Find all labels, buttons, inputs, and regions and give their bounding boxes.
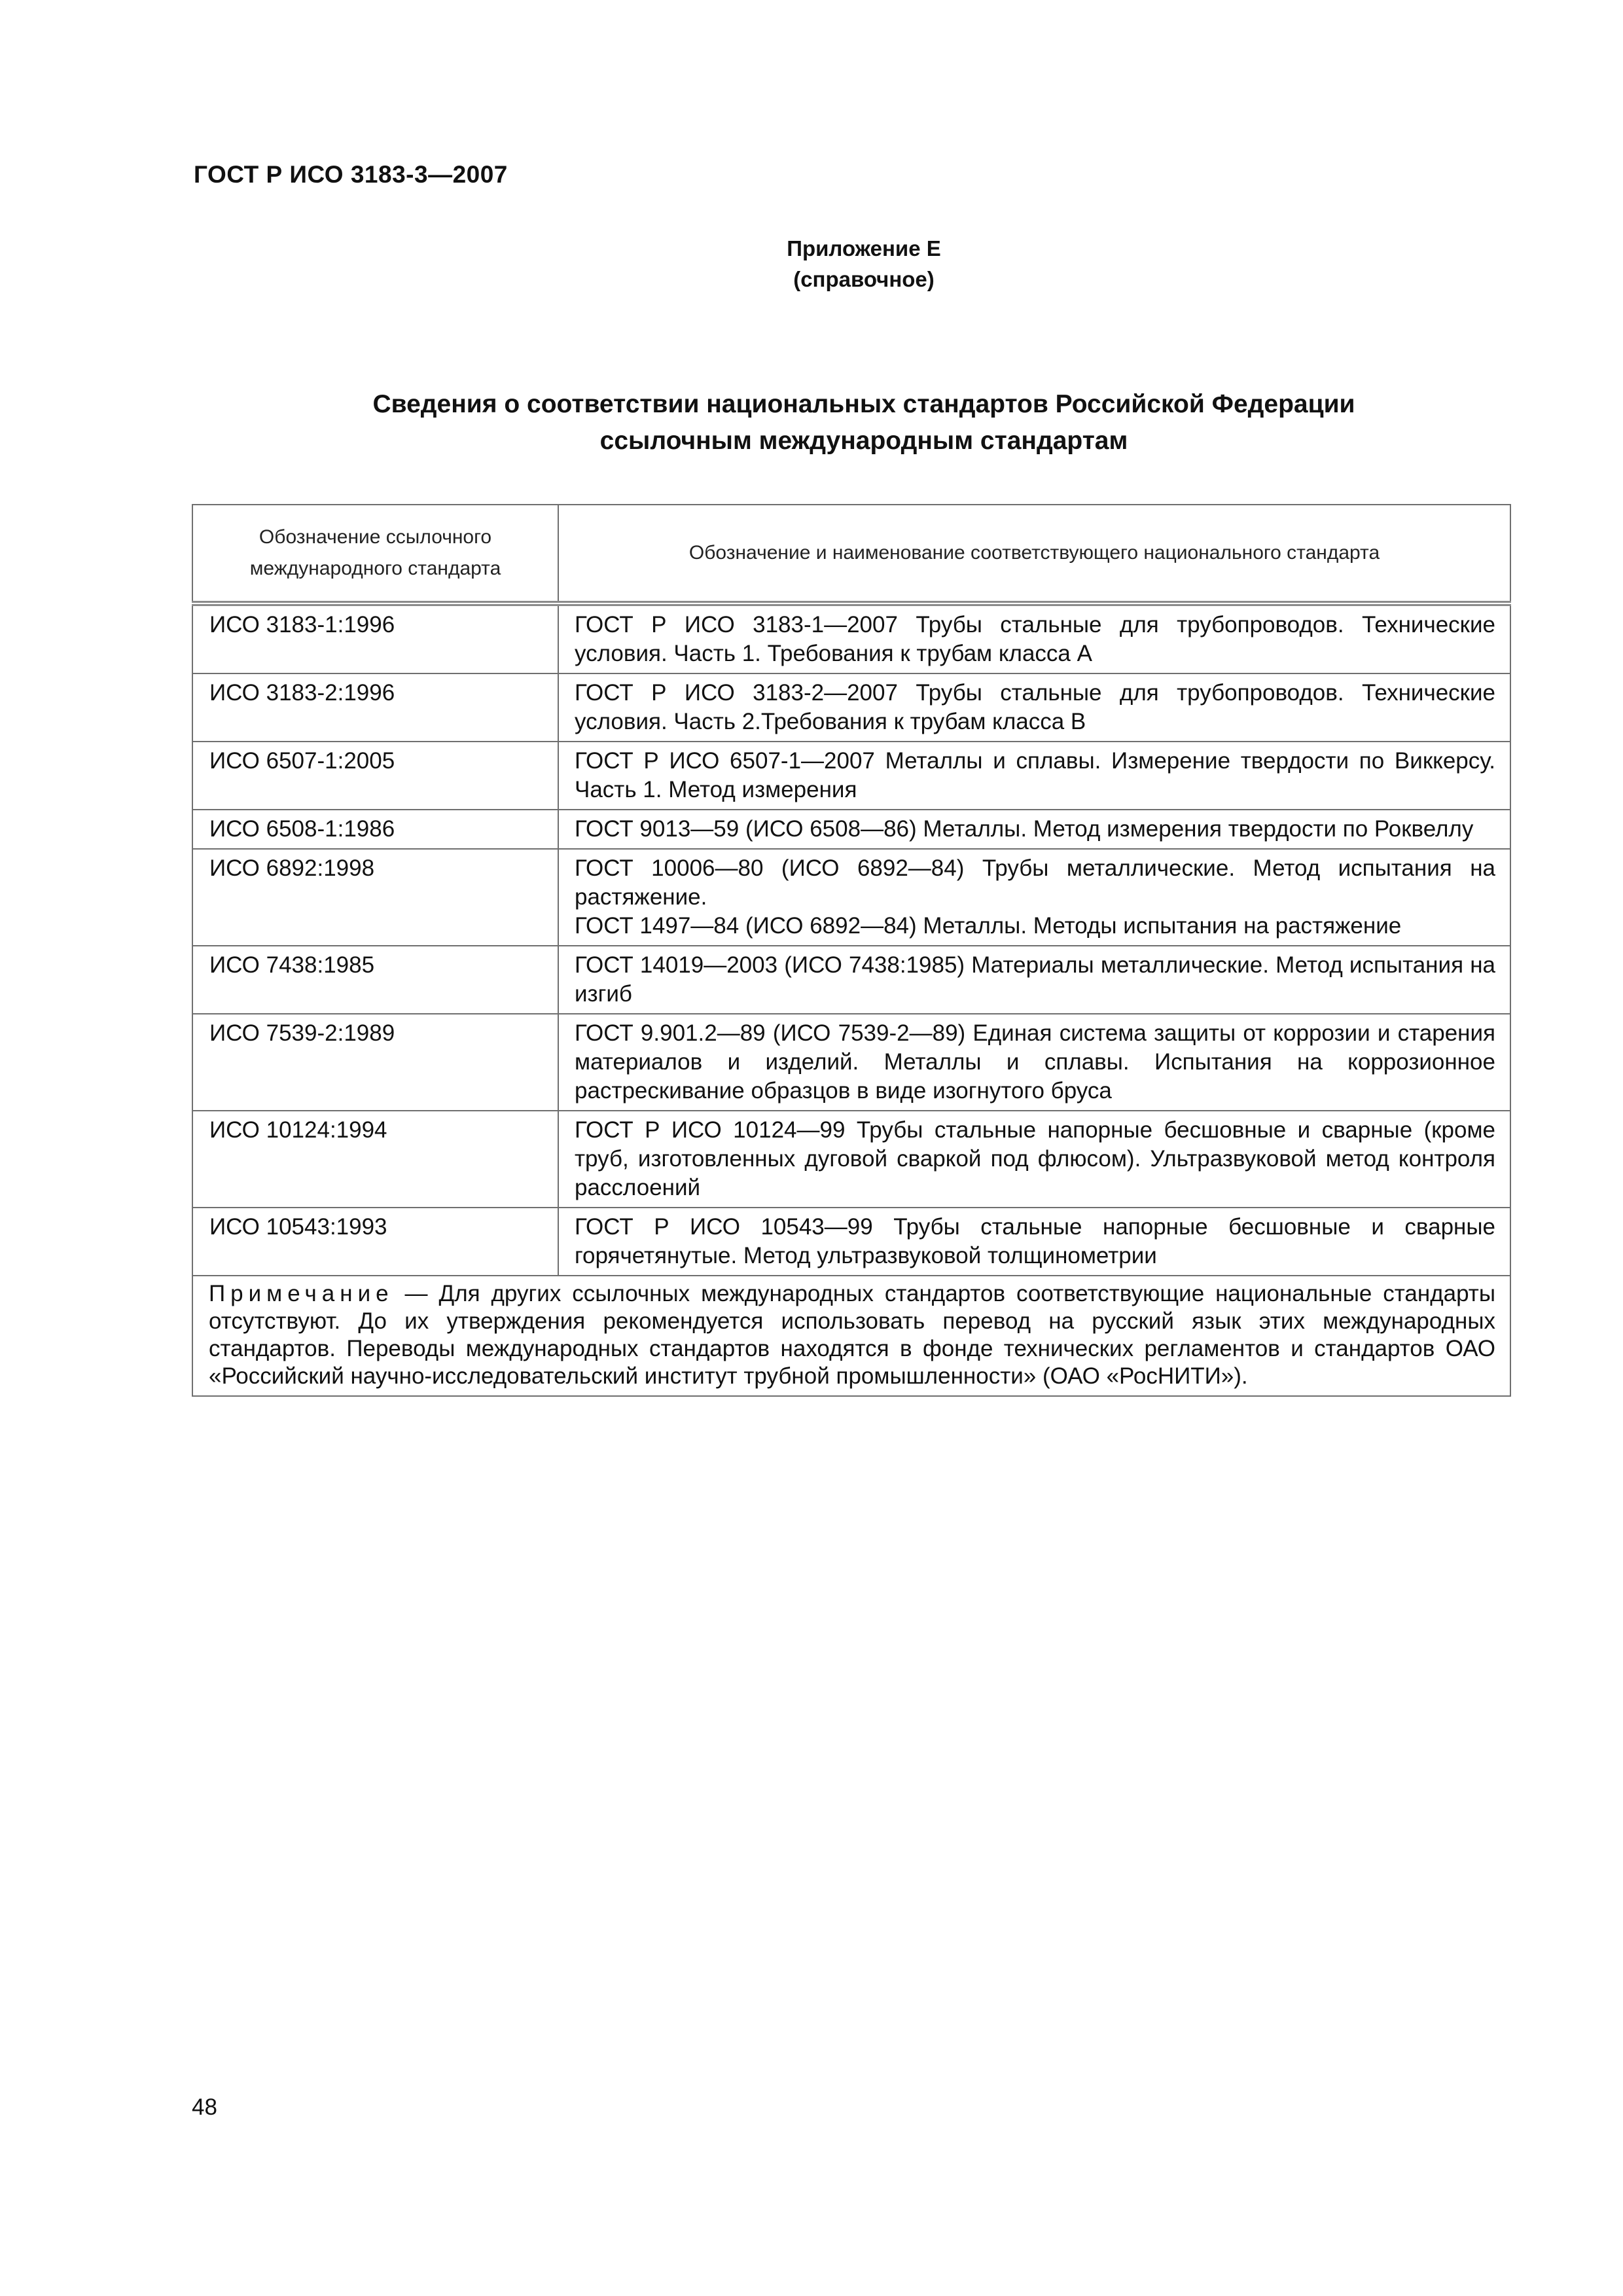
table-row: [192, 673, 1510, 742]
description-text: ГОСТ Р ИСО 3183-1—2007 Трубы стальные для трубопроводов. Технические условия. Часть 1. Требования к трубам класса А: [575, 612, 1495, 666]
national-standard-description: [558, 1208, 1510, 1276]
description-text: ГОСТ 9013—59 (ИСО 6508—86) Металлы. Метод измерения твердости по Роквеллу: [575, 816, 1474, 842]
table-row: [192, 742, 1510, 810]
table-row: [192, 1208, 1510, 1276]
national-standard-description: [558, 673, 1510, 742]
annex-kind: (справочное): [793, 267, 935, 291]
international-standard-code: ИСО 6507-1:2005: [192, 742, 558, 810]
annex-title-line-1: Сведения о соответствии национальных стандартов Российской Федерации: [372, 390, 1355, 418]
annex-heading: [681, 233, 1047, 295]
document-code: ГОСТ Р ИСО 3183-3—2007: [194, 161, 508, 188]
table-row: [192, 603, 1510, 673]
international-standard-code: ИСО 6508-1:1986: [192, 810, 558, 849]
column-header-national: Обозначение и наименование соответствующего национального стандарта: [558, 505, 1510, 603]
column-header-international: Обозначение ссылочного международного стандарта: [192, 505, 558, 603]
national-standard-description: [558, 810, 1510, 849]
international-standard-code: ИСО 3183-1:1996: [192, 603, 558, 673]
description-text: ГОСТ 1497—84 (ИСО 6892—84) Металлы. Методы испытания на растяжение: [575, 913, 1402, 939]
international-standard-code: ИСО 3183-2:1996: [192, 673, 558, 742]
table-row: [192, 1014, 1510, 1111]
national-standard-description: [558, 1014, 1510, 1111]
national-standard-description: [558, 603, 1510, 673]
international-standard-code: ИСО 7438:1985: [192, 946, 558, 1014]
international-standard-code: ИСО 10543:1993: [192, 1208, 558, 1276]
table-row: [192, 1111, 1510, 1208]
description-text: ГОСТ Р ИСО 3183-2—2007 Трубы стальные для трубопроводов. Технические условия. Часть 2.Требования к трубам класса В: [575, 680, 1495, 734]
annex-title-line-2: ссылочным международным стандартам: [599, 427, 1128, 455]
description-text: ГОСТ Р ИСО 10543—99 Трубы стальные напорные бесшовные и сварные горячетянутые. Метод ультразвуковой толщинометрии: [575, 1214, 1495, 1268]
description-text: ГОСТ 9.901.2—89 (ИСО 7539-2—89) Единая система защиты от коррозии и старения материалов и изделий. Металлы и сплавы. Испытания на коррозионное растрескивание образцов в виде изогнутого бруса: [575, 1020, 1495, 1103]
description-text: ГОСТ Р ИСО 6507-1—2007 Металлы и сплавы. Измерение твердости по Виккерсу. Часть 1. Метод измерения: [575, 748, 1495, 802]
table-note-row: [192, 1276, 1510, 1396]
national-standard-description: [558, 1111, 1510, 1208]
correspondence-table: [192, 504, 1511, 1397]
annex-title: [196, 386, 1531, 459]
table-header-row: [192, 505, 1510, 603]
page-number: 48: [192, 2094, 217, 2120]
national-standard-description: [558, 742, 1510, 810]
table-row: [192, 849, 1510, 946]
international-standard-code: ИСО 7539-2:1989: [192, 1014, 558, 1111]
description-text: ГОСТ 10006—80 (ИСО 6892—84) Трубы металлические. Метод испытания на растяжение.: [575, 855, 1495, 910]
table-note: [192, 1276, 1510, 1396]
international-standard-code: ИСО 10124:1994: [192, 1111, 558, 1208]
international-standard-code: ИСО 6892:1998: [192, 849, 558, 946]
note-dash: —: [393, 1281, 439, 1306]
table-row: [192, 810, 1510, 849]
description-text: ГОСТ 14019—2003 (ИСО 7438:1985) Материалы металлические. Метод испытания на изгиб: [575, 952, 1495, 1007]
description-text: ГОСТ Р ИСО 10124—99 Трубы стальные напорные бесшовные и сварные (кроме труб, изготовленных дуговой сваркой под флюсом). Ультразвуковой метод контроля расслоений: [575, 1117, 1495, 1200]
note-label: Примечание: [209, 1281, 394, 1306]
national-standard-description: [558, 849, 1510, 946]
annex-label: Приложение Е: [787, 236, 941, 260]
note-text: Для других ссылочных международных стандартов соответствующие национальные стандарты отсутствуют. До их утверждения рекомендуется использовать перевод на русский язык этих международных стандартов. Переводы международных стандартов находятся в фонде технических регламентов и стандартов ОАО «Российский научно-исследовательский институт трубной промышленности» (ОАО «РосНИТИ»).: [209, 1281, 1495, 1389]
national-standard-description: [558, 946, 1510, 1014]
table-row: [192, 946, 1510, 1014]
